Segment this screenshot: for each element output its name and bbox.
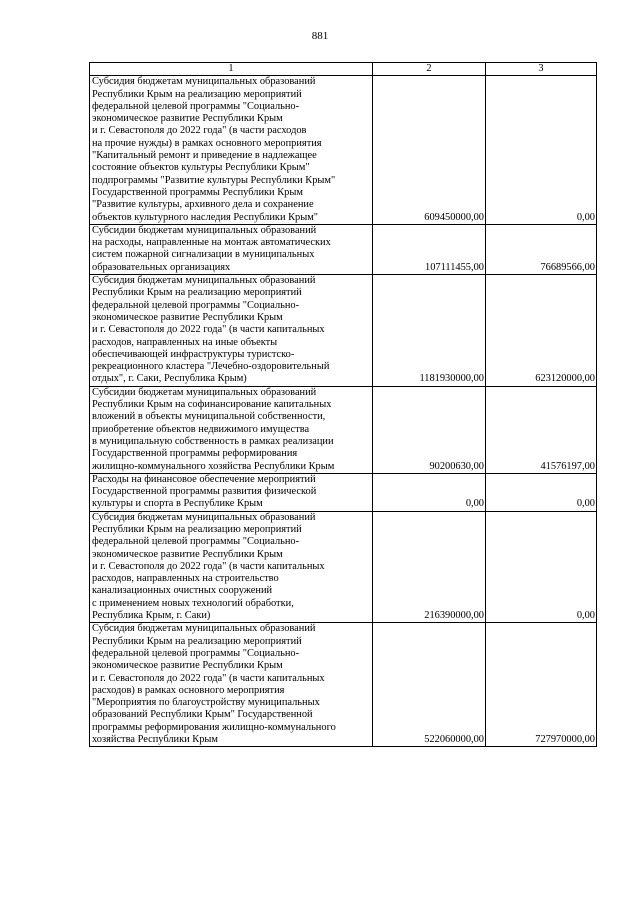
row-description: Субсидия бюджетам муниципальных образований Республики Крым на реализацию мероприятий федеральной целевой программы "Социально- экономическое развитие Республики Крым и г. Севастополя до 2022 года" (в части капитальных расходов, направленных на строительство канализационных очистных сооружений с применением новых технологий обработки, Республика Крым, г. Саки) <box>90 511 373 623</box>
row-value-col3: 623120000,00 <box>486 275 597 387</box>
row-description: Субсидия бюджетам муниципальных образований Республики Крым на реализацию мероприятий федеральной целевой программы "Социально- экономическое развитие Республики Крым и г. Севастополя до 2022 года" (в части капитальных расходов) в рамках основного мероприятия "Мероприятия по благоустройству муниципальных образований Республики Крым" Государственной программы реформирования жилищно-коммунального хозяйства Республики Крым <box>90 623 373 747</box>
table-row <box>90 623 597 747</box>
row-value-col2: 1181930000,00 <box>373 275 486 387</box>
table-row <box>90 224 597 274</box>
row-value-col2: 90200630,00 <box>373 386 486 473</box>
row-value-col3: 41576197,00 <box>486 386 597 473</box>
row-value-col2: 107111455,00 <box>373 224 486 274</box>
row-description: Субсидии бюджетам муниципальных образований Республики Крым на софинансирование капитальных вложений в объекты муниципальной собственности, приобретение объектов недвижимого имущества в муниципальную собственность в рамках реализации Государственной программы реформирования жилищно-коммунального хозяйства Республики Крым <box>90 386 373 473</box>
column-header-1: 1 <box>90 63 373 76</box>
column-header-2: 2 <box>373 63 486 76</box>
table-row <box>90 76 597 225</box>
row-description: Расходы на финансовое обеспечение мероприятий Государственной программы развития физической культуры и спорта в Республике Крым <box>90 473 373 511</box>
row-value-col3: 0,00 <box>486 76 597 225</box>
page-number: 881 <box>311 30 329 42</box>
row-value-col2: 522060000,00 <box>373 623 486 747</box>
row-description: Субсидия бюджетам муниципальных образований Республики Крым на реализацию мероприятий федеральной целевой программы "Социально- экономическое развитие Республики Крым и г. Севастополя до 2022 года" (в части расходов на прочие нужды) в рамках основного мероприятия "Капитальный ремонт и приведение в надлежащее состояние объектов культуры Республики Крым" подпрограммы "Развитие культуры Республики Крым" Государственной программы Республики Крым "Развитие культуры, архивного дела и сохранение объектов культурного наследия Республики Крым" <box>90 76 373 225</box>
row-value-col3: 0,00 <box>486 511 597 623</box>
row-value-col2: 0,00 <box>373 473 486 511</box>
table-row <box>90 386 597 473</box>
row-value-col3: 0,00 <box>486 473 597 511</box>
row-value-col3: 727970000,00 <box>486 623 597 747</box>
budget-table <box>89 62 597 747</box>
row-value-col2: 609450000,00 <box>373 76 486 225</box>
row-description: Субсидии бюджетам муниципальных образований на расходы, направленные на монтаж автоматических систем пожарной сигнализации в муниципальных образовательных организациях <box>90 224 373 274</box>
table-row <box>90 275 597 387</box>
table-row <box>90 511 597 623</box>
row-description: Субсидия бюджетам муниципальных образований Республики Крым на реализацию мероприятий федеральной целевой программы "Социально- экономическое развитие Республики Крым и г. Севастополя до 2022 года" (в части капитальных расходов, направленных на иные объекты обеспечивающей инфраструктуры туристско- рекреационного кластера "Лечебно-оздоровительный отдых", г. Саки, Республика Крым) <box>90 275 373 387</box>
row-value-col2: 216390000,00 <box>373 511 486 623</box>
column-header-3: 3 <box>486 63 597 76</box>
row-value-col3: 76689566,00 <box>486 224 597 274</box>
table-header-row <box>90 63 597 76</box>
table-row <box>90 473 597 511</box>
